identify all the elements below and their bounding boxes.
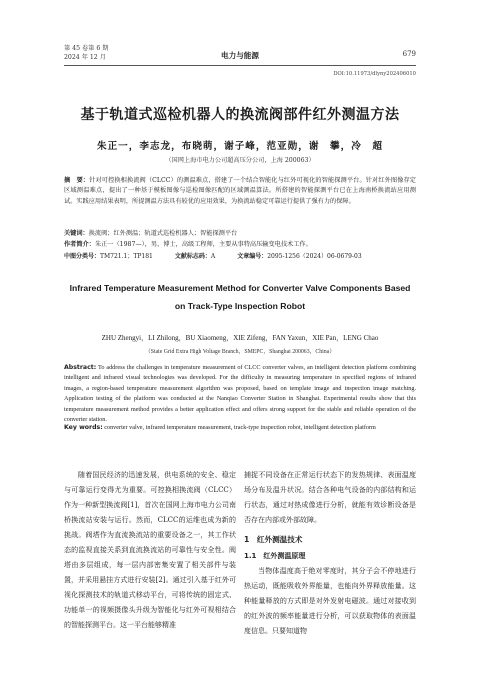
author-bio-text: 朱正一（1987—），男，博士，高级工程师，主要从事特高压输变电技术工作。 [94,241,312,248]
abstract-english [64,363,416,425]
body-column-left [64,468,236,633]
header-rule [64,65,416,66]
keywords-en-label: Key words: [64,424,103,431]
author-bio [64,240,416,250]
issue-date: 2024 年 12 月 [64,54,106,61]
section-paragraph: 当物体温度高于绝对零度时，其分子会不停地进行热运动，既能吸收外界能量，也能向外界释放能量。这种能量释放的方式即是对外发射电磁波。通过对接收到的红外波的频率能量进行分析，可以获取物体的表面温度信息。只要知道物 [244,567,416,635]
intro-continuation: 捕捉不同设备在正常运行状态下的发热规律、表面温度场分布及温升状况。结合各种电气设备的内部结构和运行状态，通过对热成像进行分析，就能有效诊断设备是否存在内部或外部故障。 [244,471,416,524]
affiliation-chinese: （国网上海市电力公司超高压分公司，上海 200063） [165,157,315,164]
doi: DOI:10.11973/dlyny202406010 [333,71,416,77]
abstract-en-text: To address the challenges in temperature measurement of CLCC converter valves, an intelligent detection platform combining intelligent and infrared visual technologies was developed. For the difficulty in measuring temperature in specified regions of infrared images, a region-based temperature measurement algorithm was proposed, based on template image and inspection image matching. Application testing of the platform was conducted at the Nanqiao Converter Station in Shanghai. Experimental results show that this temperature measurement method provides a better application effect and offers strong support for the stable and reliable operation of the converter station. [64,364,416,424]
journal-name: 电力与能源 [221,51,259,60]
volume-issue: 第 45 卷第 6 期 [64,45,109,52]
keywords-en-text: converter valve, infrared temperature measurement, track-type inspection robot, intelligent detection platform [104,424,376,431]
authors-english: ZHU Zhengyi，LI Zhilong，BU Xiaomeng，XIE Zifeng，FAN Yaxun，XIE Pan，LENG Chao [101,334,379,342]
affiliation-english: （State Grid Extra High Voltage Branch，SMEPC，Shanghai 200063，China） [144,349,336,355]
title-chinese: 基于轨道式巡检机器人的换流阀部件红外测温方法 [80,107,400,123]
abstract-text: 针对可控换相换流阀（CLCC）的测温难点，搭建了一个结合智能化与红外可视化的智能探测平台。针对红外图像存定区域测温难点，提出了一种基于模板图像与巡检图像匹配的区域测温算法。所搭建的智能探测平台已在上海南桥换流站应用测试。实践应用结果表明，所提测温方法具有较优的应用效果，为换流站稳定可靠运行提供了强有力的保障。 [64,177,416,205]
body-column-right [244,468,416,639]
keywords-english [64,423,416,433]
authors-chinese: 朱正一，李志龙，布晓萌，谢子峰，范亚勋，谢 攀，冷 超 [96,141,384,152]
document-code: 文献标志码：A [174,253,216,260]
section-heading: 1 红外测温技术 [244,535,303,544]
keywords-text: 换流阀；红外测温；轨道式巡检机器人；智能探测平台 [88,230,238,237]
article-number: 文章编号：2095-1256（2024）06-0679-03 [237,253,362,260]
abstract-label: 摘 要： [64,177,90,184]
author-bio-label: 作者简介： [64,241,95,248]
abstract-chinese [64,176,416,207]
classification-row [64,251,416,260]
keywords-label: 关键词： [64,230,89,237]
abstract-en-label: Abstract: [64,364,97,371]
title-english: Infrared Temperature Measurement Method for Converter Valve Components Based on Track-Type Inspection Robot [69,283,411,311]
clc-code: 中图分类号：TM721.1；TP181 [64,253,153,260]
page-number: 679 [402,50,416,58]
subsection-heading: 1.1 红外测温原理 [244,552,306,560]
keywords-chinese [64,229,416,239]
intro-paragraph: 随着国民经济的迅速发展，供电系统的安全、稳定与可靠运行变得尤为重要。可控换相换流阀（CLCC）作为一种新型换流阀[1]，首次在国网上海市电力公司南桥换流站安装与运行。然而，CLCC的运维也成为新的挑战。阀塔作为直流换流站的重要设备之一，其工作状态的监视直接关系到直流换流站的可靠性与安全性。阀塔由多层组成，每一层内部密集安置了相关部件与装置，并采用悬挂方式进行安装[2]。通过引入基于红外可视化探测技术的轨道式移动平台，可将传统的固定式、功能单一的视频摄像头升级为智能化与红外可视相结合的智能探测平台。这一平台能够精准 [64,471,236,629]
